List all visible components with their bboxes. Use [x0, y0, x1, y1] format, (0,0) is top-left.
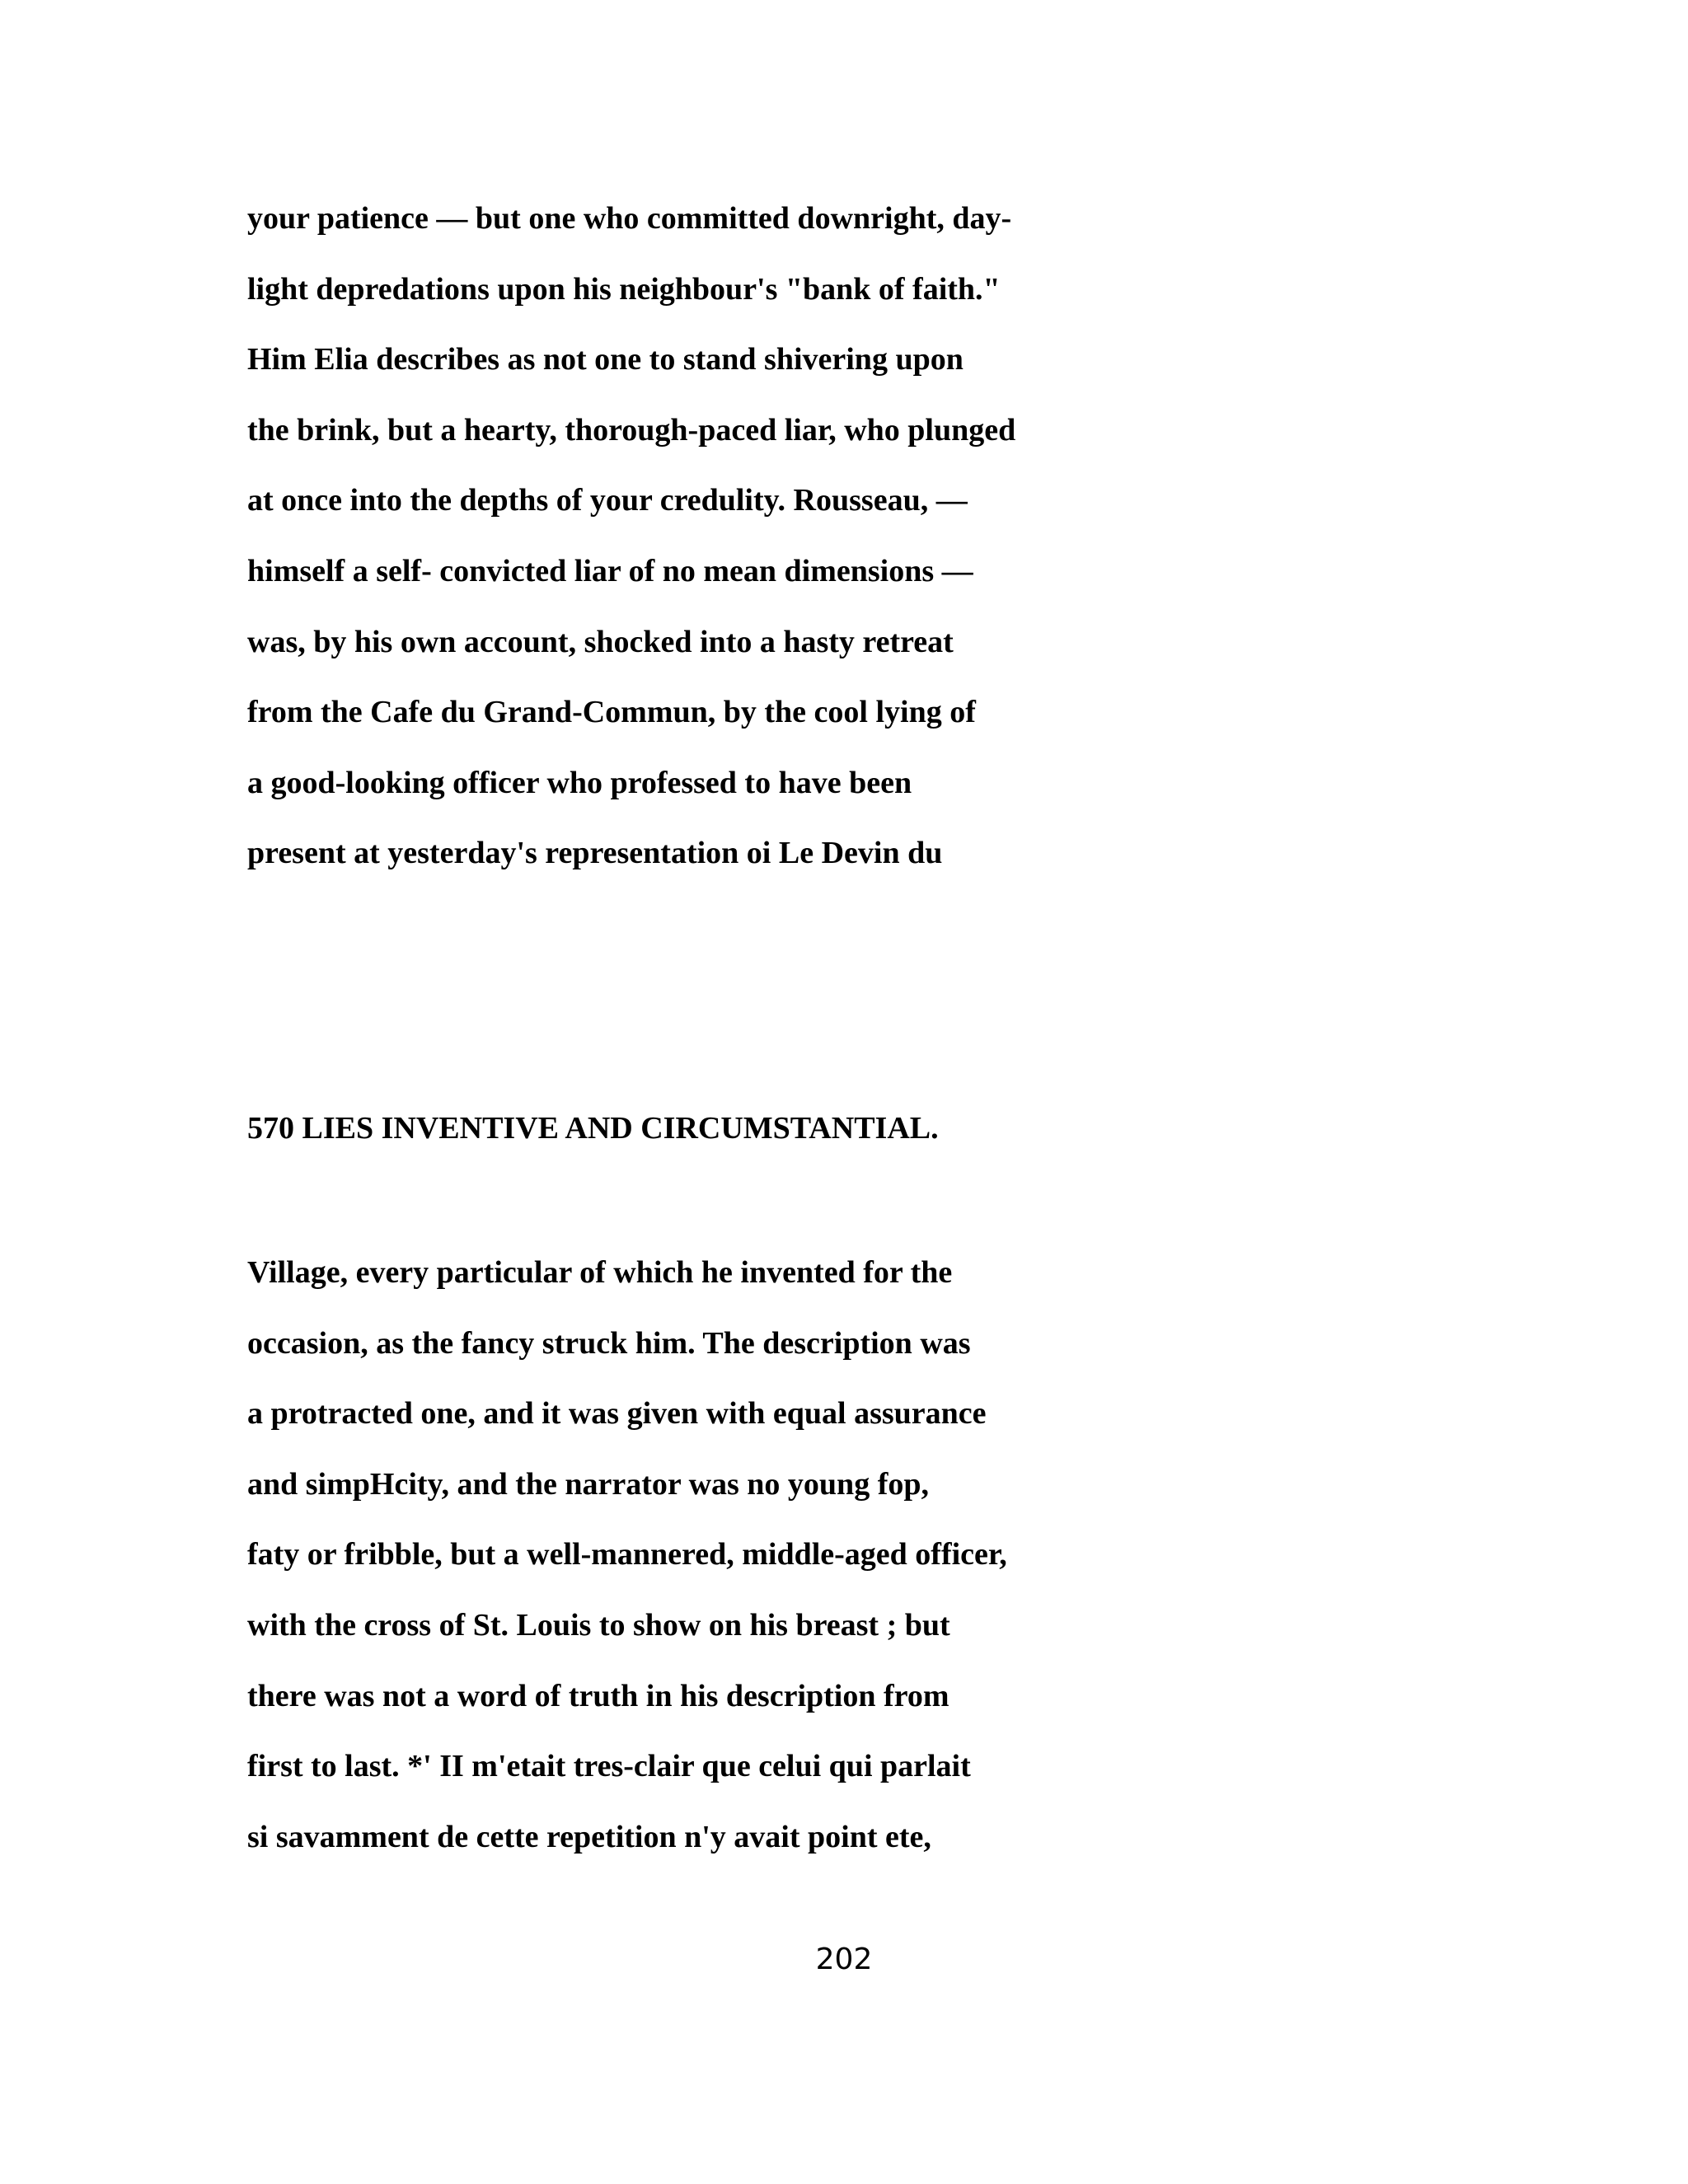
text-line: at once into the depths of your credulity. Rousseau, — — [247, 483, 968, 518]
text-line: with the cross of St. Louis to show on his breast ; but — [247, 1607, 950, 1643]
text-line: Him Elia describes as not one to stand shivering upon — [247, 342, 964, 377]
text-line: and simpHcity, and the narrator was no young fop, — [247, 1466, 929, 1502]
text-line: the brink, but a hearty, thorough-paced liar, who plunged — [247, 412, 1016, 448]
text-line: himself a self- convicted liar of no mean dimensions — — [247, 553, 973, 588]
text-line: first to last. *' II m'etait tres-clair que celui qui parlait — [247, 1749, 971, 1784]
text-line: from the Cafe du Grand-Commun, by the cool lying of — [247, 695, 976, 730]
text-line: present at yesterday's representation oi Le Devin du — [247, 836, 943, 871]
text-line: Village, every particular of which he invented for the — [247, 1255, 953, 1290]
text-line: si savamment de cette repetition n'y avait point ete, — [247, 1819, 931, 1854]
running-head: 570 LIES INVENTIVE AND CIRCUMSTANTIAL. — [247, 1111, 939, 1146]
text-line: light depredations upon his neighbour's "bank of faith." — [247, 271, 1001, 307]
body-text-block-bottom — [247, 1238, 1484, 1872]
page-number: 202 — [815, 1943, 873, 1976]
text-line: occasion, as the fancy struck him. The description was — [247, 1325, 971, 1361]
text-line: there was not a word of truth in his description from — [247, 1678, 950, 1713]
text-line: faty or fribble, but a well-mannered, middle-aged officer, — [247, 1537, 1007, 1572]
text-line: your patience — but one who committed downright, day- — [247, 201, 1012, 236]
body-text-block-top — [247, 184, 1484, 889]
text-line: was, by his own account, shocked into a hasty retreat — [247, 624, 954, 659]
text-line: a good-looking officer who professed to have been — [247, 765, 912, 800]
text-line: a protracted one, and it was given with equal assurance — [247, 1396, 987, 1432]
